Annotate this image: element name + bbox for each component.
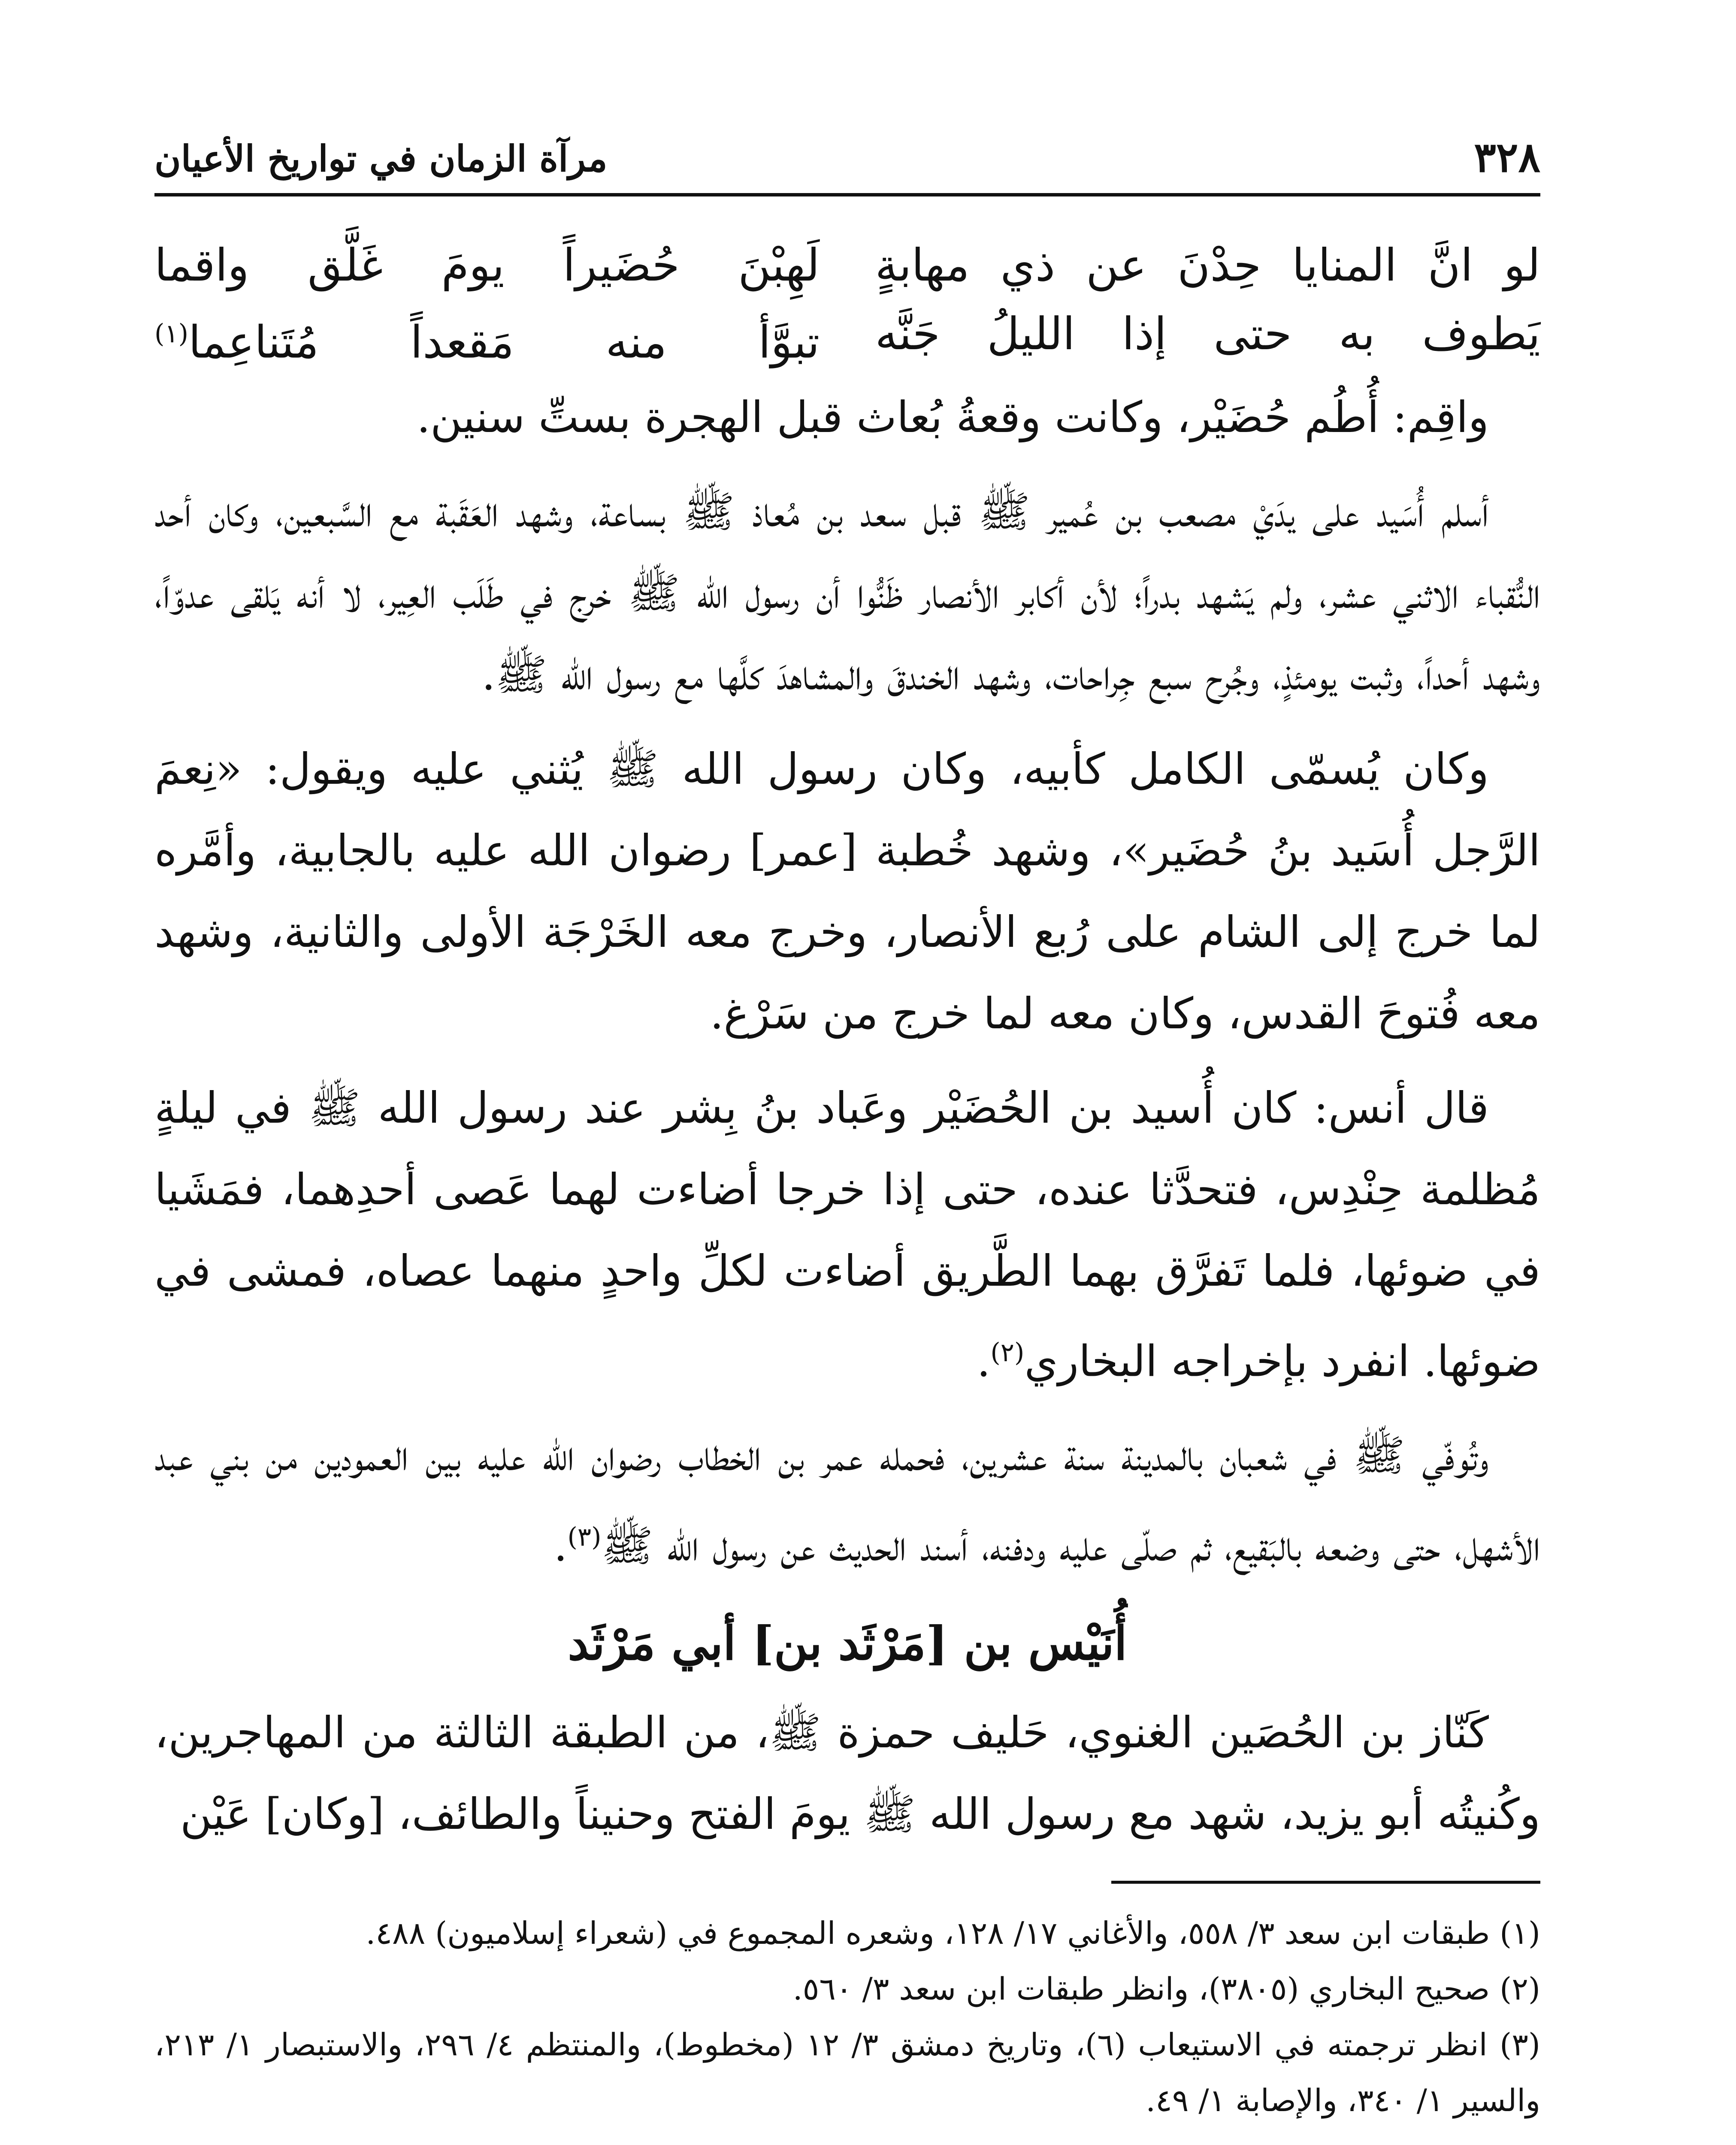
hemistich-second: لَهِبْنَ حُضَيراً يومَ غَلَّق واقما (154, 239, 820, 291)
footnote-ref: (٣) (567, 1522, 602, 1552)
hemistich-text: تبوَّأ منه مَقعداً مُتَناعِما (188, 316, 820, 369)
page-header (154, 129, 1540, 196)
paragraph-kamil: وكان يُسمّى الكامل كأبيه، وكان رسول الله ﷺ يُثني عليه ويقول: «نِعمَ الرَّجل أُسَيد بنُ حُضَير»، وشهد خُطبة [عمر] رضوان الله عليه بالجابية، وأمَّره لما خرج إلى الشام على رُبع الأنصار، وخرج معه الخَرْجَة الأولى والثانية، وشهد معه فُتوحَ القدس، وكان معه لما خرج من سَرْغ. (154, 743, 1540, 1039)
paragraph-islam: أسلم أُسَيد على يدَيْ مصعب بن عُمير ﷺ قبل سعد بن مُعاذ ﷺ بساعة، وشهد العَقَبة مع السَّبعين، وكان أحد النُّقباء الاثني عشر، ولم يَشهد بدراً؛ لأن أكابر الأنصار ظَنُّوا أن رسول الله ﷺ خرج في طَلَب العِير، لا أنه يَلقى عدوّاً، وشهد أحداً، وثبت يومئذٍ، وجُرح سبع جِراحات، وشهد الخندقَ والمشاهدَ كلَّها مع رسول الله ﷺ. (154, 486, 1541, 700)
footnote-divider (1111, 1881, 1540, 1884)
poem-verse (154, 231, 1540, 299)
footnotes (154, 1905, 1540, 2128)
book-page (154, 129, 1540, 2145)
section-title: أُنَيْس بن [مَرْثَد بن] أبي مَرْثَد (568, 1616, 1127, 1671)
poem-verse (154, 299, 1540, 377)
hemistich-first: يَطوف به حتى إذا الليلُ جَنَّه (875, 308, 1540, 360)
paragraph-anas: قال أنس: كان أُسيد بن الحُضَيْر وعَباد بنُ بِشر عند رسول الله ﷺ في ليلةٍ مُظلمة حِنْدِس، فتحدَّثا عنده، حتى إذا خرجا أضاءت لهما عَصى أحدِهما، فمَشَيا في ضوئها، فلما تَفرَّق بهما الطَّريق أضاءت لكلِّ واحدٍ منهما عصاه، فمشى في ضوئها. انفرد بإخراجه البخاري$^{(٢)}$. (154, 1082, 1540, 1386)
paragraph-text: قال أنس: كان أُسيد بن الحُضَيْر وعَباد بنُ بِشر عند رسول الله ﷺ في ليلةٍ مُظلمة حِنْدِس، فتحدَّثا عنده، حتى إذا خرجا أضاءت لهما عَصى أحدِهما، فمَشَيا في ضوئها، فلما تَفرَّق بهما الطَّريق أضاءت لكلِّ واحدٍ منهما عصاه، فمشى في ضوئها. انفرد بإخراجه البخاري (154, 1082, 1540, 1386)
footnote-ref: (١) (154, 319, 189, 349)
footnote-divider-wrap (154, 1855, 1540, 1884)
page-number: ٣٢٨ (1474, 133, 1540, 181)
hemistich-second (154, 299, 820, 377)
hemistich-first: لو انَّ المنايا حِدْنَ عن ذي مهابةٍ (875, 239, 1540, 291)
footnote: (٣) انظر ترجمته في الاستيعاب (٦)، وتاريخ دمشق ٣/ ١٢ (مخطوط)، والمنتظم ٤/ ٢٩٦، والاستبصار ١/ ٢١٣، والسير ١/ ٣٤٠، والإصابة ١/ ٤٩. (154, 2027, 1540, 2119)
poem (154, 231, 1540, 377)
paragraph-anis: كَنّاز بن الحُصَين الغنوي، حَليف حمزة ﷺ، من الطبقة الثالثة من المهاجرين، وكُنيتُه أبو يزيد، شهد مع رسول الله ﷺ يومَ الفتح وحنيناً والطائف، [وكان] عَيْن (154, 1707, 1540, 1840)
footnote: (٢) صحيح البخاري (٣٨٠٥)، وانظر طبقات ابن سعد ٣/ ٥٦٠. (792, 1971, 1540, 2007)
footnote-ref: (٢) (990, 1337, 1025, 1368)
footnote: (١) طبقات ابن سعد ٣/ ٥٥٨، والأغاني ١٧/ ١٢٨، وشعره المجموع في (شعراء إسلاميون) ٤٨٨. (366, 1915, 1540, 1952)
running-title: مرآة الزمان في تواريخ الأعيان (154, 137, 608, 180)
paragraph-death: وتُوفّي ﷺ في شعبان بالمدينة سنة عشرين، فحمله عمر بن الخطاب رضوان الله عليه بين العمودين من بني عبد الأشهل، حتى وضعه بالبَقيع، ثم صلّى عليه ودفنه، أسند الحديث عن رسول الله ﷺ$^{(٣)}$. (154, 1430, 1540, 1571)
paragraph-waqim-note: واقِم: أُطُم حُضَيْر، وكانت وقعةُ بُعاث قبل الهجرة بستِّ سنين. (417, 392, 1489, 442)
paragraph-text: وتُوفّي ﷺ في شعبان بالمدينة سنة عشرين، فحمله عمر بن الخطاب رضوان الله عليه بين العمودين من بني عبد الأشهل، حتى وضعه بالبَقيع، ثم صلّى عليه ودفنه، أسند الحديث عن رسول الله ﷺ (154, 1430, 1540, 1571)
